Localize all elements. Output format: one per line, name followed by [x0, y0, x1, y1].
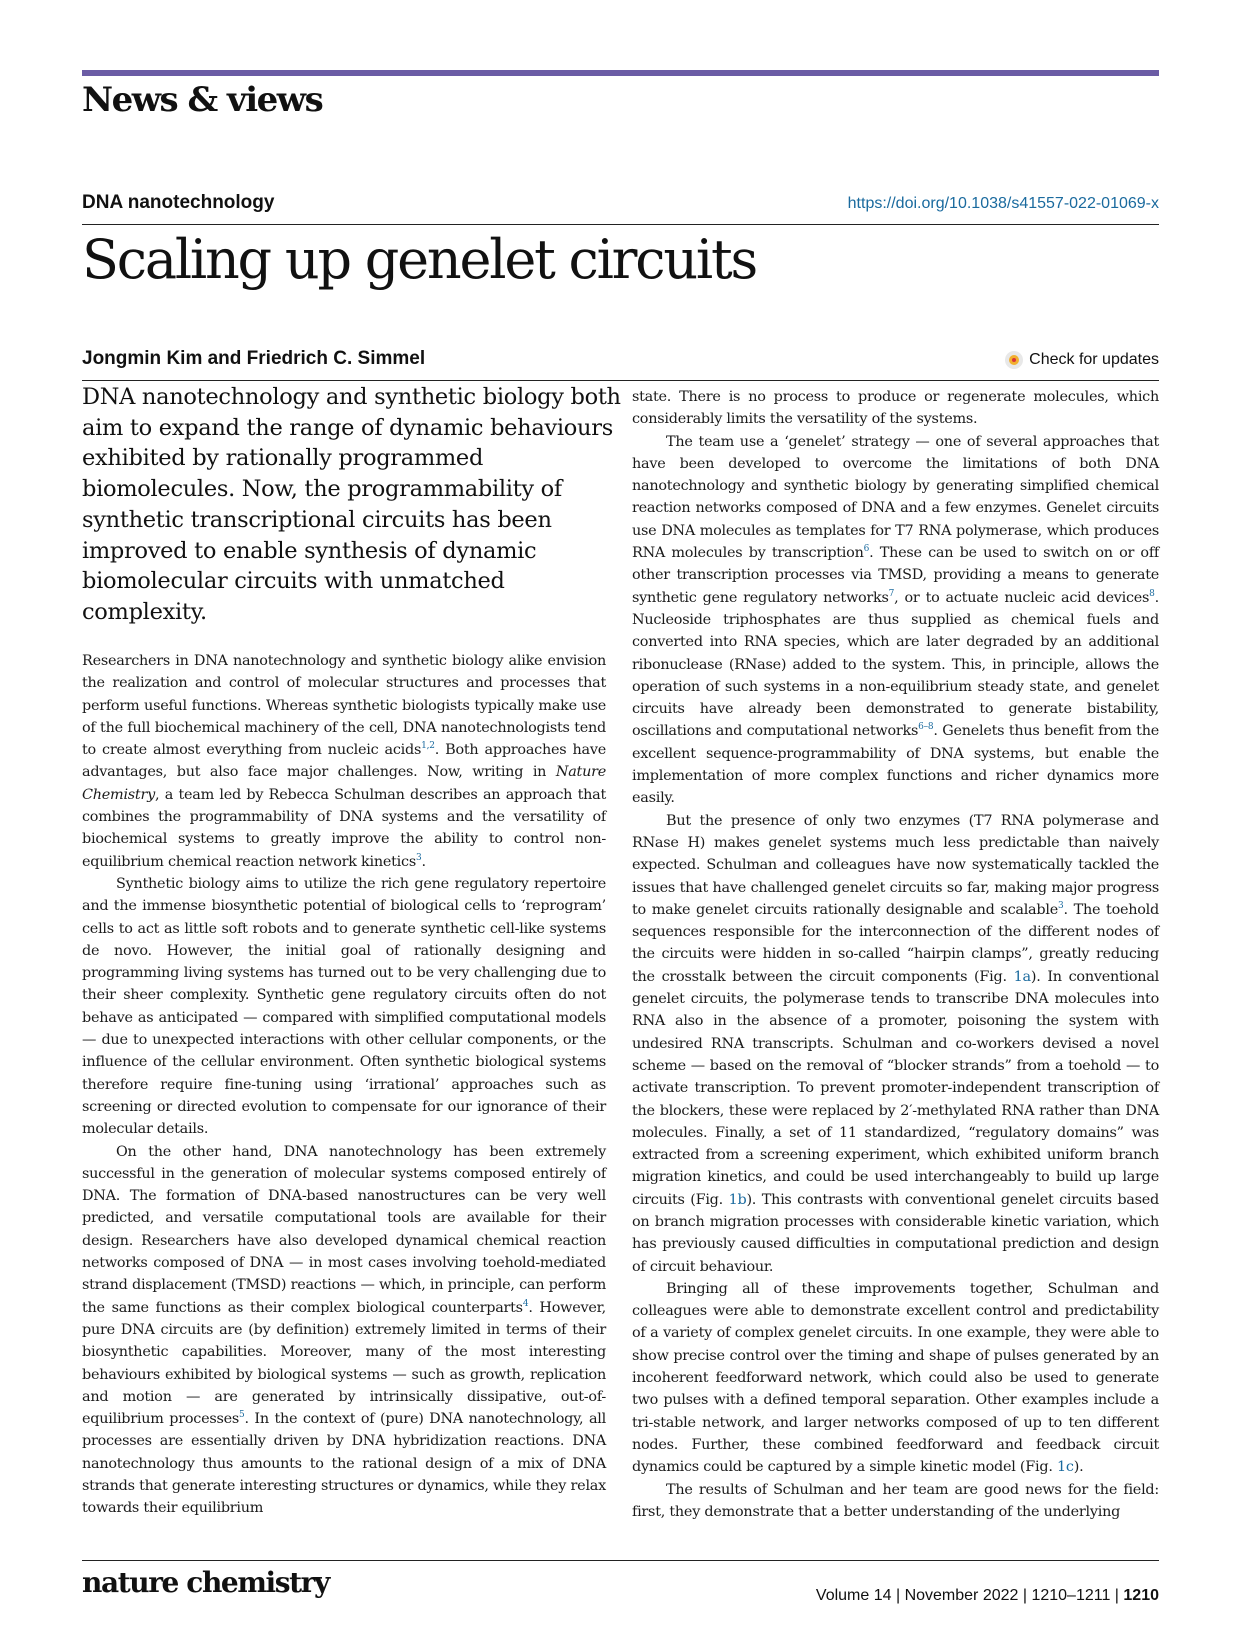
- doi-link[interactable]: https://doi.org/10.1038/s41557-022-01069-x: [847, 195, 1159, 212]
- check-for-updates-button[interactable]: [1005, 351, 1159, 369]
- footer-rule: [82, 1560, 1159, 1561]
- figure-link[interactable]: 1c: [1057, 1459, 1074, 1476]
- header-top-rule: [82, 70, 1159, 76]
- paragraph: The team use a ‘genelet’ strategy — one of several approaches that have been developed to overcome the limitations of both DNA nanotechnology and synthetic biology by generating simplified chemical reaction networks composed of DNA and a few enzymes. Genelet circuits use DNA molecules as templates for T7 RNA polymerase, which produces RNA molecules by transcription$^6$. These can be used to switch on or off other transcription processes via TMSD, providing a means to generate synthetic gene regulatory networks$^7$, or to actuate nucleic acid devices$^8$. Nucleoside triphosphates are thus supplied as chemical fuels and converted into RNA species, which are later degraded by an additional ribonuclease (RNase) added to the system. This, in principle, allows the operation of such systems in a non-equilibrium steady state, and genelet circuits have already been demonstrated to generate bistability, oscillations and computational networks$^{6-8}$. Genelets thus benefit from the excellent sequence-programmability of DNA systems, but enable the implementation of more complex functions and richer dynamics more easily.: [632, 433, 1159, 807]
- article-topic: DNA nanotechnology: [82, 192, 275, 213]
- paragraph: Researchers in DNA nanotechnology and synthetic biology alike envision the realization and control of molecular structures and processes that perform useful functions. Whereas synthetic biologists typically make use of the full biochemical machinery of the cell, DNA nanotechnologists tend to create almost everything from nucleic acids$^{1,2}$. Both approaches have advantages, but also face major challenges. Now, writing in Nature Chemistry, a team led by Rebecca Schulman describes an approach that combines the programmability of DNA systems and the versatility of biochemical systems to greatly improve the ability to control non-equilibrium chemical reaction network kinetics$^3$.: [82, 653, 606, 870]
- section-header: News & views: [82, 80, 323, 120]
- page-number: 1210: [1123, 1587, 1159, 1604]
- standfirst: DNA nanotechnology and synthetic biology both aim to expand the range of dynamic behaviours exhibited by rationally programmed biomolecules. Now, the programmability of synthetic transcriptional circuits has been improved to enable synthesis of dynamic biomolecular circuits with unmatched complexity.: [82, 384, 621, 625]
- journal-logo: nature chemistry: [82, 1566, 329, 1599]
- article-authors: Jongmin Kim and Friedrich C. Simmel: [82, 348, 426, 369]
- body-column-right: [632, 386, 1159, 1523]
- paragraph: On the other hand, DNA nanotechnology has been extremely successful in the generation of molecular systems composed entirely of DNA. The formation of DNA-based nanostructures can be very well predicted, and versatile computational tools are available for their design. Researchers have also developed dynamical chemical reaction networks composed of DNA — in most cases involving toehold-mediated strand displacement (TMSD) reactions — which, in principle, can perform the same functions as their complex biological counterparts$^4$. However, pure DNA circuits are (by definition) extremely limited in terms of their biosynthetic capabilities. Moreover, many of the most interesting behaviours exhibited by biological systems — such as growth, replication and motion — are generated by intrinsically dissipative, out-of-equilibrium processes$^5$. In the context of (pure) DNA nanotechnology, all processes are essentially driven by DNA hybridization reactions. DNA nanotechnology thus amounts to the rational design of a mix of DNA strands that generate interesting structures or dynamics, while they relax towards their equilibrium: [82, 1143, 607, 1517]
- reference-link[interactable]: 1,2: [421, 741, 435, 752]
- reference-link[interactable]: 5: [239, 1410, 245, 1421]
- reference-link[interactable]: 4: [522, 1298, 529, 1309]
- body-column-left: [82, 650, 606, 1520]
- paragraph: Bringing all of these improvements together, Schulman and colleagues were able to demonstrate excellent control and predictability of a variety of complex genelet circuits. In one example, they were able to show precise control over the timing and shape of pulses generated by an incoherent feedforward network, which could also be used to generate two pulses with a defined temporal separation. Other examples include a tri-stable network, and larger networks composed of up to ten different nodes. Further, these combined feedforward and feedback circuit dynamics could be captured by a simple kinetic model (Fig. 1c).: [632, 1280, 1159, 1476]
- reference-link[interactable]: 3: [1057, 901, 1064, 912]
- figure-link[interactable]: 1a: [1013, 968, 1031, 985]
- figure-link[interactable]: 1b: [728, 1191, 747, 1208]
- paragraph: Synthetic biology aims to utilize the rich gene regulatory repertoire and the immense biosynthetic potential of biological cells to ‘reprogram’ cells to act as little soft robots and to generate synthetic cell-like systems de novo. However, the initial goal of rationally designing and programming living systems has turned out to be very challenging due to their sheer complexity. Synthetic gene regulatory circuits often do not behave as anticipated — compared with simplified computational models — due to unexpected interactions with other cellular components, or the influence of the cellular environment. Often synthetic biological systems therefore require fine-tuning using ‘irrational’ approaches such as screening or directed evolution to compensate for our ignorance of their molecular details.: [82, 875, 606, 1138]
- paragraph: state. There is no process to produce or regenerate molecules, which considerably limits the versatility of the systems.: [632, 389, 1159, 428]
- paragraph: But the presence of only two enzymes (T7 RNA polymerase and RNase H) makes genelet systems much less predictable than naively expected. Schulman and colleagues have now systematically tackled the issues that have challenged genelet circuits so far, making major progress to make genelet circuits rationally designable and scalable$^3$. The toehold sequences responsible for the interconnection of the different nodes of the circuits were hidden in so-called “hairpin clamps”, greatly reducing the crosstalk between the circuit components (Fig. 1a). In conventional genelet circuits, the polymerase tends to transcribe DNA molecules into RNA also in the absence of a promoter, poisoning the system with undesired RNA transcripts. Schulman and co-workers devised a novel scheme — based on the removal of “blocker strands” from a toehold — to activate transcription. To prevent promoter-independent transcription of the blockers, these were replaced by 2′-methylated RNA rather than DNA molecules. Finally, a set of 11 standardized, “regulatory domains” was extracted from a screening experiment, which exhibited uniform branch migration kinetics, and could be used interchangeably to build up large circuits (Fig. 1b). This contrasts with conventional genelet circuits based on branch migration processes with considerable kinetic variation, which has previously caused difficulties in computational prediction and design of circuit behaviour.: [632, 812, 1159, 1275]
- reference-link[interactable]: 6: [863, 544, 870, 555]
- authors-rule: [82, 380, 1159, 381]
- reference-link[interactable]: 8: [1149, 588, 1155, 599]
- article-title: Scaling up genelet circuits: [82, 228, 756, 291]
- footer-volume-info: Volume 14 | November 2022 | 1210–1211 | 1210: [815, 1587, 1159, 1604]
- reference-link[interactable]: 3: [415, 852, 422, 863]
- check-updates-icon: [1005, 351, 1023, 369]
- journal-name: Nature Chemistry: [82, 764, 606, 803]
- reference-link[interactable]: 7: [888, 588, 895, 599]
- check-updates-label: Check for updates: [1029, 351, 1159, 368]
- topic-rule: [82, 224, 1159, 225]
- paragraph: The results of Schulman and her team are good news for the field: first, they demonstrate that a better understanding of the underlying: [632, 1481, 1159, 1520]
- reference-link[interactable]: 6–8: [918, 722, 934, 733]
